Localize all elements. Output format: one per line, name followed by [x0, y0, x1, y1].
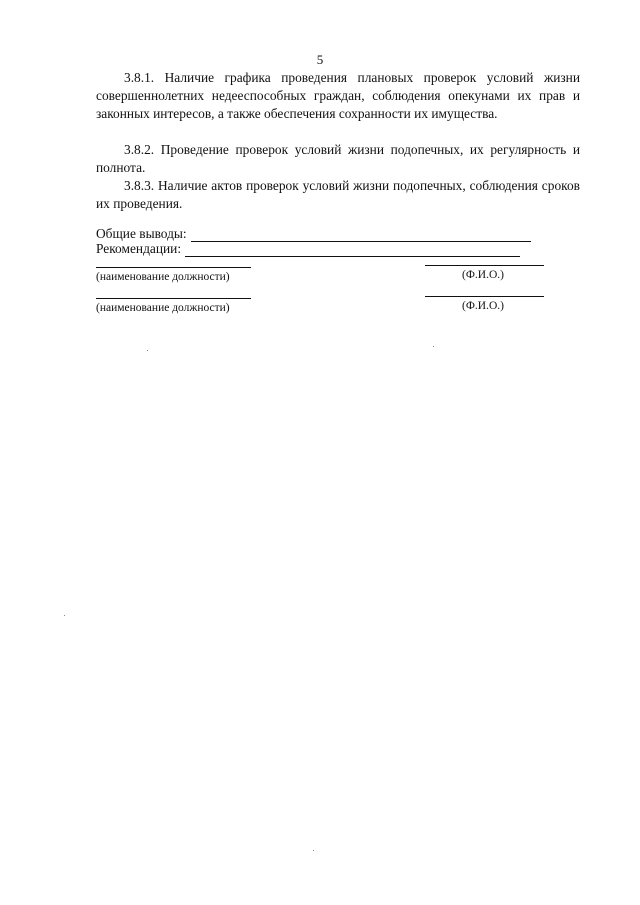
name-signature-line[interactable]: [425, 265, 544, 266]
page-number: 5: [316, 52, 324, 67]
item-text: Наличие актов проверок условий жизни подопечных, соблюдения сроков их проведения.: [96, 178, 580, 212]
name-signature-line[interactable]: [425, 296, 544, 297]
item-3-8-1: [96, 69, 580, 124]
recommendations-fill-line[interactable]: [185, 243, 520, 257]
item-text: Проведение проверок условий жизни подопечных, их регулярность и полнота.: [96, 142, 580, 176]
name-caption: (Ф.И.О.): [462, 269, 504, 281]
scan-speck: [147, 350, 148, 351]
item-text: Наличие графика проведения плановых проверок условий жизни совершеннолетних недееспособных граждан, соблюдения опекунами их прав и законных интересов, а также обеспечения сохранности их имущества.: [96, 70, 580, 122]
conclusions-label: Общие выводы:: [96, 226, 187, 241]
item-number: 3.8.3.: [124, 178, 155, 193]
item-3-8-2: [96, 141, 580, 177]
position-caption: (наименование должности): [96, 271, 230, 283]
position-signature-line[interactable]: [96, 298, 251, 299]
name-caption: (Ф.И.О.): [462, 300, 504, 312]
item-3-8-3: [96, 177, 580, 213]
scan-speck: [313, 850, 314, 851]
item-number: 3.8.1.: [124, 70, 155, 85]
recommendations-label: Рекомендации:: [96, 241, 182, 256]
item-number: 3.8.2.: [124, 142, 155, 157]
position-caption: (наименование должности): [96, 302, 230, 314]
scan-speck: [64, 615, 65, 616]
recommendations-row: [96, 240, 520, 257]
position-signature-line[interactable]: [96, 267, 251, 268]
scan-speck: [433, 346, 434, 347]
